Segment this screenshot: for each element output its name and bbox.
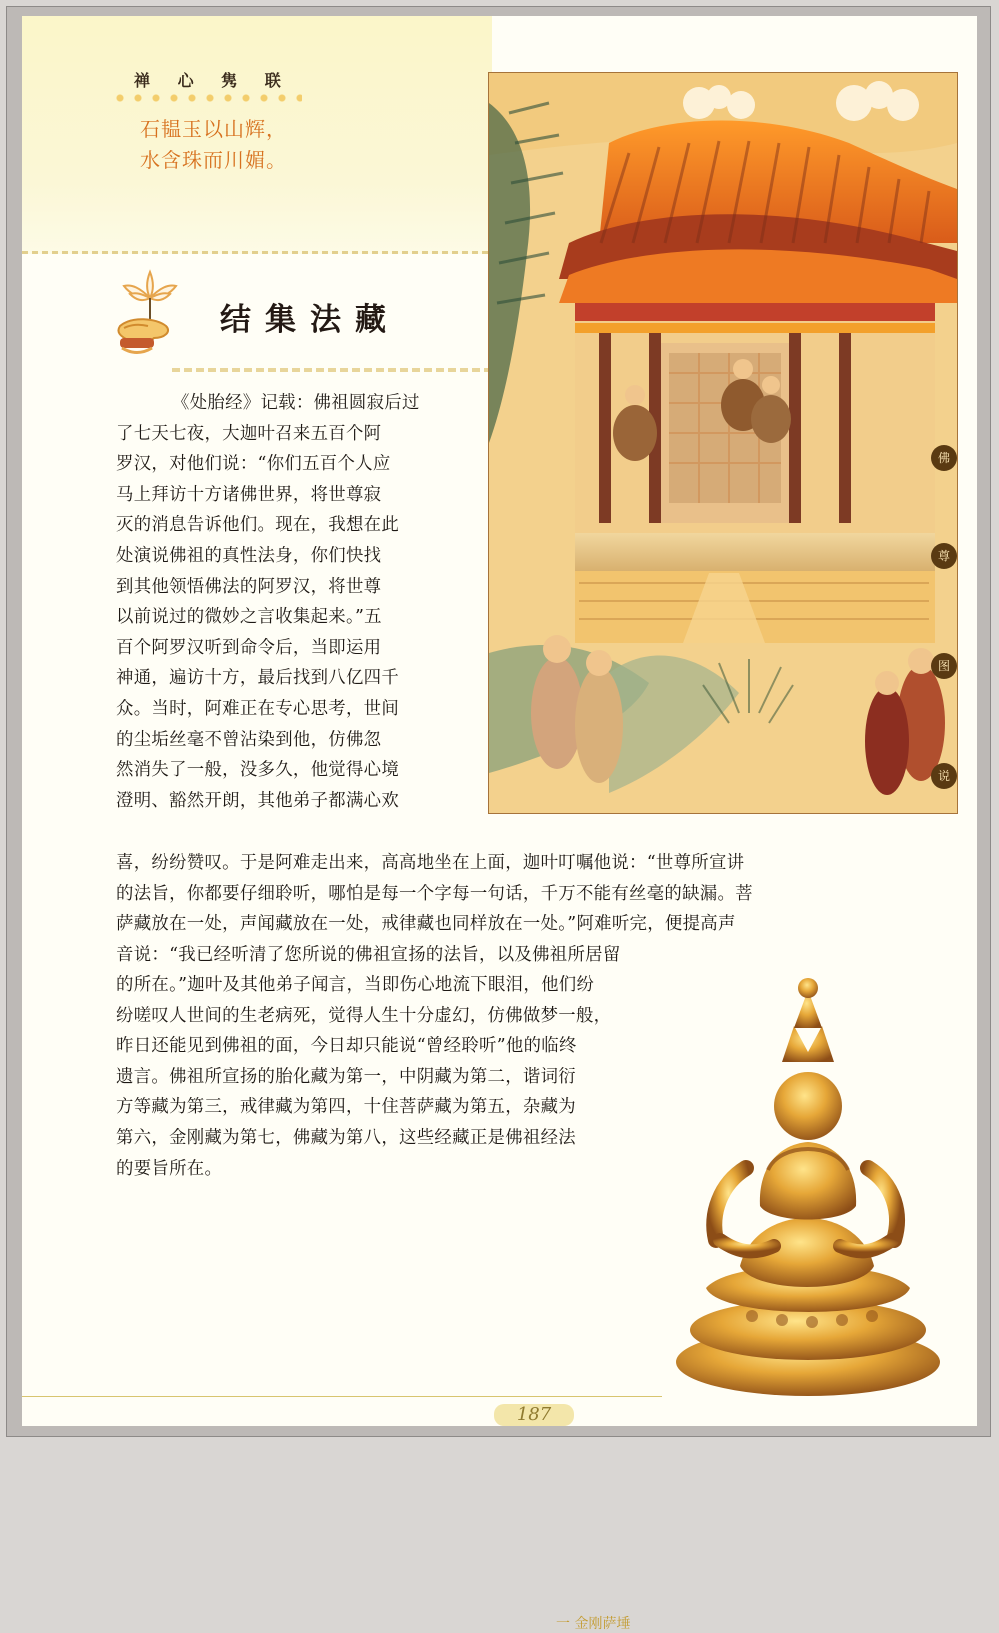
lotus-hand-icon [102,264,192,360]
side-label-2: 尊 [931,543,957,569]
mid-line: 第六，金刚藏为第七，佛藏为第八，这些经藏正是佛祖经法 [116,1127,576,1148]
main-paragraph [116,388,486,816]
book-page [22,16,977,1632]
couplet [140,114,287,176]
mid-line: 纷嗟叹人世间的生老病死，觉得人生十分虚幻，仿佛做梦一般， [116,1005,612,1026]
paragraph-line: 以前说过的微妙之言收集起来。”五 [116,607,382,628]
wide-line: 音说：“我已经听清了您所说的佛祖宣扬的法旨，以及佛祖所居留 [116,944,621,965]
mid-line: 的要旨所在。 [116,1158,223,1179]
mid-line: 遗言。佛祖所宣扬的胎化藏为第一，中阴藏为第二，谐词衍 [116,1066,576,1087]
page-title: 结集法藏 [220,302,400,338]
wide-line: 喜，纷纷赞叹。于是阿难走出来，高高地坐在上面，迦叶叮嘱他说：“世尊所宣讲 [116,853,745,873]
paragraph-line: 澄明、豁然开朗，其他弟子都满心欢 [116,790,400,811]
paragraph-line: 马上拜访十方诸佛世界，将世尊寂 [116,484,382,505]
couplet-line-2: 水含珠而川媚。 [140,148,287,172]
title-rule [172,368,492,372]
side-label-4: 说 [931,763,957,789]
paragraph-line: 处演说佛祖的真性法身，你们快找 [116,545,382,566]
wide-line: 萨藏放在一处，声闻藏放在一处，戒律藏也同样放在一处。”阿难听完，便提高声 [116,914,736,935]
paragraph-line: 《处胎经》记载：佛祖圆寂后过 [172,393,420,413]
mid-line: 昨日还能见到佛祖的面，今日却只能说“曾经聆听”他的临终 [116,1036,577,1057]
mid-line: 的所在。”迦叶及其他弟子闻言，当即伤心地流下眼泪，他们纷 [116,975,595,995]
mid-line: 方等藏为第三，戒律藏为第四，十住菩萨藏为第五，杂藏为 [116,1097,576,1118]
statue-caption: 一 金刚萨埵 [556,1616,631,1632]
title-block [102,264,502,364]
vajrasattva-statue [662,954,956,1408]
bottom-rule [22,1396,662,1397]
couplet-line-1: 石韫玉以山辉， [140,117,287,141]
paragraph-line: 众。当时，阿难正在专心思考，世间 [116,698,400,719]
paragraph-line: 然消失了一般，没多久，他觉得心境 [116,760,400,781]
header-ornament [112,94,302,102]
temple-painting [488,72,958,814]
side-label-1: 佛 [931,445,957,471]
paragraph-line: 百个阿罗汉听到命令后，当即运用 [116,637,382,658]
temple-illustration [489,73,957,813]
paragraph-line: 灭的消息告诉他们。现在，我想在此 [116,515,400,536]
page-number: 187 [494,1404,574,1426]
paragraph-line: 到其他领悟佛法的阿罗汉，将世尊 [116,576,382,597]
paragraph-line: 神通，遍访十方，最后找到八亿四千 [116,668,400,689]
wide-paragraph [116,848,796,970]
wide-line: 的法旨，你都要仔细聆听，哪怕是每一个字每一句话，千万不能有丝毫的缺漏。菩 [116,883,753,904]
paragraph-line: 了七天七夜，大迦叶召来五百个阿 [116,423,382,444]
side-label-3: 图 [931,653,957,679]
paragraph-line: 的尘垢丝毫不曾沾染到他，仿佛忽 [116,729,382,750]
mid-paragraph [116,970,726,1184]
paragraph-line: 罗汉，对他们说：“你们五百个人应 [116,454,391,475]
header-label: 禅 心 隽 联 [134,71,292,90]
